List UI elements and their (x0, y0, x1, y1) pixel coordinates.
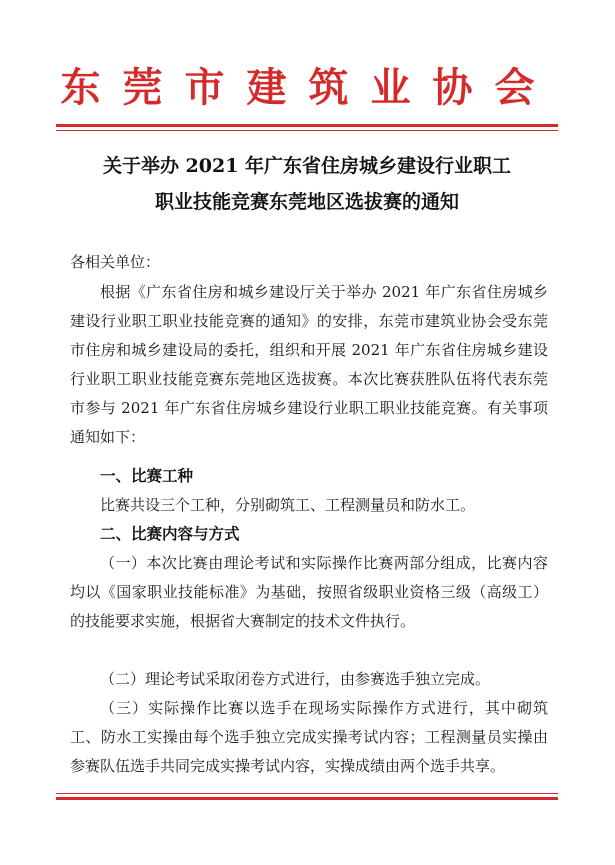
section-2-item-3: （三）实际操作比赛以选手在现场实际操作方式进行，其中砌筑工、防水工实操由每个选手独立完成实操考试内容；工程测量员实操由参赛队伍选手共同完成实操考试内容，实操成绩由两个选手共享。 (70, 699, 548, 775)
section-2-item-2: （二）理论考试采取闭卷方式进行，由参赛选手独立完成。 (100, 670, 491, 688)
section-1-text: 比赛共设三个工种，分别砌筑工、工程测量员和防水工。 (100, 496, 476, 514)
document-title (56, 148, 558, 220)
header-rule-thin (56, 130, 558, 131)
footer-rule-thin (56, 793, 558, 794)
section-1-heading: 一、比赛工种 (100, 467, 194, 485)
title-line-1: 关于举办 2021 年广东省住房城乡建设行业职工 (102, 155, 512, 177)
org-header: 东莞市建筑业协会 (60, 64, 557, 111)
intro-paragraph: 根据《广东省住房和城乡建设厅关于举办 2021 年广东省住房城乡建设行业职工职业技能竞赛的通知》的安排，东莞市建筑业协会受东莞市住房和城乡建设局的委托，组织和开展 2021 年广东省住房城乡建设行业职工职业技能竞赛东莞地区选拔赛。本次比赛获胜队伍将代表东莞市参与 2021 年广东省住房城乡建设行业职工职业技能竞赛。有关事项通知如下： (70, 283, 548, 446)
section-2-heading: 二、比赛内容与方式 (100, 525, 240, 543)
salutation: 各相关单位： (70, 253, 161, 271)
footer-rule-thick (56, 797, 558, 800)
title-line-2: 职业技能竞赛东莞地区选拔赛的通知 (154, 191, 459, 213)
section-2-item-1: （一）本次比赛由理论考试和实际操作比赛两部分组成，比赛内容均以《国家职业技能标准》为基础，按照省级职业资格三级（高级工）的技能要求实施，根据省大赛制定的技术文件执行。 (70, 554, 548, 630)
header-rule-thick (56, 124, 558, 127)
